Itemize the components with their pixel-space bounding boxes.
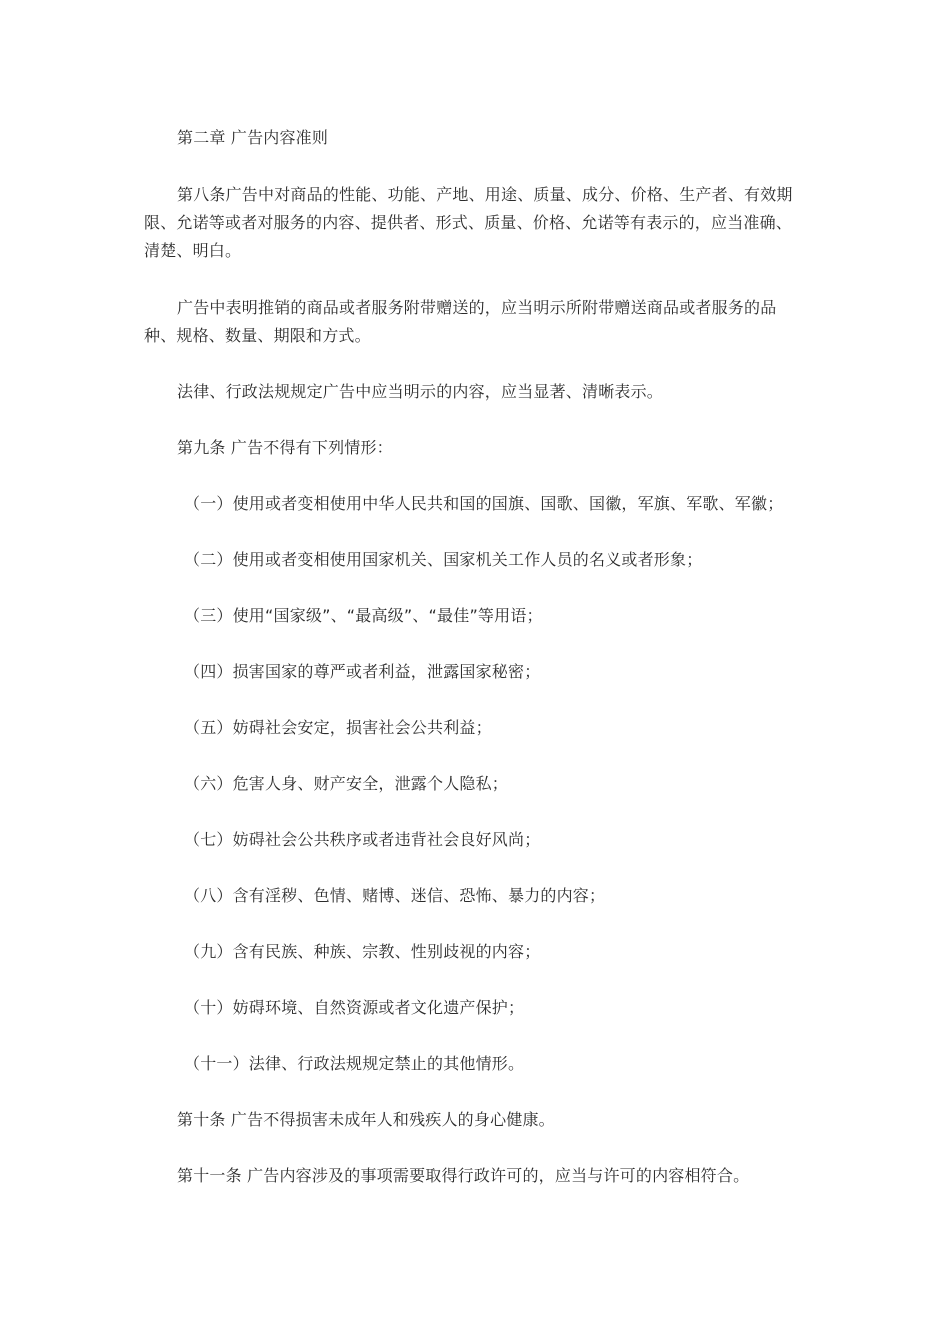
article-8-paragraph-2: 广告中表明推销的商品或者服务附带赠送的，应当明示所附带赠送商品或者服务的品种、规格、数量、期限和方式。: [144, 298, 777, 345]
article-9-item-8: （八）含有淫秽、色情、赌博、迷信、恐怖、暴力的内容；: [184, 886, 606, 905]
article-8-paragraph-1: 第八条广告中对商品的性能、功能、产地、用途、质量、成分、价格、生产者、有效期限、允诺等或者对服务的内容、提供者、形式、质量、价格、允诺等有表示的，应当准确、清楚、明白。: [144, 185, 793, 260]
article-9-item-4: （四）损害国家的尊严或者利益，泄露国家秘密；: [184, 662, 541, 681]
article-9-item-3: （三）使用“国家级”、“最高级”、“最佳”等用语；: [184, 606, 543, 625]
article-10: 第十条 广告不得损害未成年人和残疾人的身心健康。: [177, 1110, 555, 1129]
article-9-item-6: （六）危害人身、财产安全，泄露个人隐私；: [184, 774, 509, 793]
document-body: [144, 124, 804, 1190]
article-9-intro: 第九条 广告不得有下列情形：: [177, 438, 393, 457]
article-9-item-9: （九）含有民族、种族、宗教、性别歧视的内容；: [184, 942, 541, 961]
article-9-item-2: （二）使用或者变相使用国家机关、国家机关工作人员的名义或者形象；: [184, 550, 703, 569]
article-9-item-1: （一）使用或者变相使用中华人民共和国的国旗、国歌、国徽，军旗、军歌、军徽；: [184, 494, 784, 513]
article-11: 第十一条 广告内容涉及的事项需要取得行政许可的，应当与许可的内容相符合。: [177, 1166, 750, 1185]
article-9-item-11: （十一）法律、行政法规规定禁止的其他情形。: [184, 1054, 525, 1073]
article-9-item-10: （十）妨碍环境、自然资源或者文化遗产保护；: [184, 998, 525, 1017]
article-9-item-7: （七）妨碍社会公共秩序或者违背社会良好风尚；: [184, 830, 541, 849]
article-9-item-5: （五）妨碍社会安定，损害社会公共利益；: [184, 718, 492, 737]
article-8-paragraph-3: 法律、行政法规规定广告中应当明示的内容，应当显著、清晰表示。: [177, 382, 664, 401]
chapter-heading: 第二章 广告内容准则: [177, 128, 329, 147]
